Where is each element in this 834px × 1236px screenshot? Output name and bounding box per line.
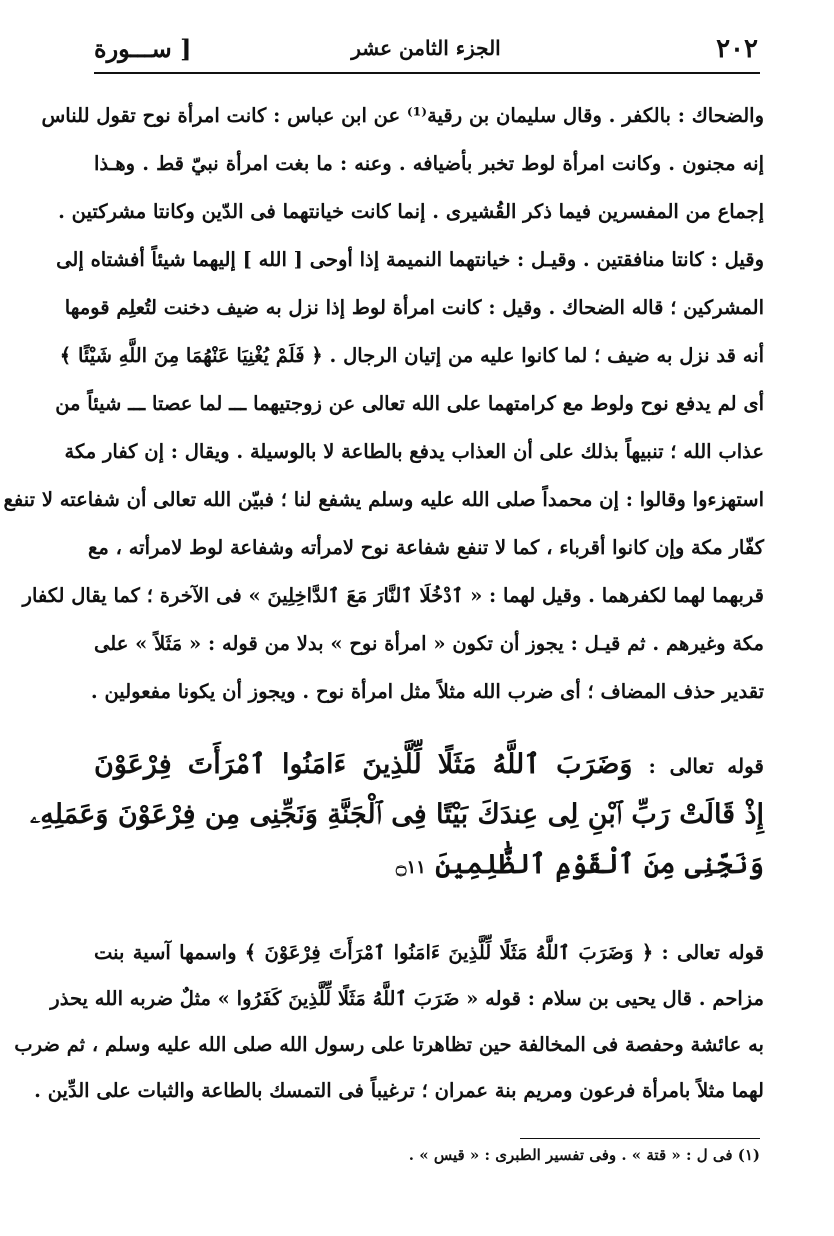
footnote: (١) فى ل : « قتة » . وفى تفسير الطبرى : « قيس » . (408, 1146, 760, 1164)
text-line: وقيل : كانتا منافقتين . وقيـل : خيانتهما النميمة إذا أوحى [ الله ] إليهما شيئاً أفشتاه إلى (56, 248, 764, 271)
text-line: والضحاك : بالكفر . وقال سليمان بن رقية⁽¹⁾ عن ابن عباس : كانت امرأة نوح تقول للناس (41, 104, 764, 127)
quran-verse (30, 740, 764, 890)
commentary-text (14, 930, 764, 1114)
text-line: المشركين ؛ قاله الضحاك . وقيل : كانت امرأة لوط إذا نزل به ضيف دخنت لتُعلِم قومها (64, 296, 764, 319)
verse-text: وَنَجِّنِى مِنَ ٱلْقَوْمِ ٱلظَّٰلِمِينَ (435, 849, 764, 880)
text-line: إنه مجنون . وكانت امرأة لوط تخبر بأضيافه . وعنه : ما بغت امرأة نبيّ قط . وهـذا (94, 152, 764, 175)
verse-text: وَضَرَبَ ٱللَّهُ مَثَلًا لِّلَّذِينَ ءَامَنُوا ٱمْرَأَتَ فِرْعَوْنَ (94, 749, 633, 780)
verse-line (94, 740, 764, 790)
running-title: الجزء الثامن عشر (351, 36, 501, 60)
verse-line (94, 840, 764, 890)
text-line: مزاحم . قال يحيى بن سلام : قوله « ضَرَبَ ٱللَّهُ مَثَلًا لِّلَّذِينَ كَفَرُوا » مثلٌ ضربه الله يحذر (50, 987, 764, 1010)
text-line: مكة وغيرهم . ثم قيـل : يجوز أن تكون « امرأة نوح » بدلا من قوله : « مَثَلاً » على (94, 632, 764, 655)
text-line: قوله تعالى : ﴿ وَضَرَبَ ٱللَّهُ مَثَلًا لِّلَّذِينَ ءَامَنُوا ٱمْرَأَتَ فِرْعَوْنَ ﴾ واسمها آسية بنت (94, 941, 764, 964)
text-line: أنه قد نزل به ضيف ؛ لما كانوا عليه من إتيان الرجال . ﴿ فَلَمْ يُغْنِيَا عَنْهُمَا مِنَ اللَّهِ شَيْئًا ﴾ (59, 344, 764, 367)
body-text (3, 92, 764, 716)
page-number: ٢٠٢ (716, 34, 758, 64)
text-line: تقدير حذف المضاف ؛ أى ضرب الله مثلاً مثل امرأة نوح . ويجوز أن يكونا مفعولين . (90, 680, 764, 703)
verse-line: إِذْ قَالَتْ رَبِّ ٱبْنِ لِى عِندَكَ بَيْتًا فِى ٱلْجَنَّةِ وَنَجِّنِى مِن فِرْعَوْنَ وَعَمَلِهِۦ (30, 799, 764, 830)
ayah-number: ١١ (406, 857, 426, 878)
text-line: استهزءوا وقالوا : إن محمداً صلى الله عليه وسلم يشفع لنا ؛ فبيّن الله تعالى أن شفاعته لا تنفع (3, 488, 764, 511)
footnote-rule (520, 1138, 760, 1139)
text-line: أى لم يدفع نوح ولوط مع كرامتهما على الله تعالى عن زوجتيهما ـــ لما عصتا ـــ شيئاً من (55, 392, 764, 415)
page-header (94, 28, 758, 72)
text-line: إجماع من المفسرين فيما ذكر القُشيرى . إنما كانت خيانتهما فى الدّين وكانتا مشركتين . (58, 200, 764, 223)
text-line: قربهما لهما لكفرهما . وقيل لهما : « ٱدْخُلَا ٱلنَّارَ مَعَ ٱلدَّاخِلِينَ » فى الآخرة ؛ كما يقال لكفار (22, 584, 764, 607)
text-line: به عائشة وحفصة فى المخالفة حين تظاهرتا على رسول الله صلى الله عليه وسلم ، ثم ضرب (14, 1033, 764, 1056)
text-line: لهما مثلاً بامرأة فرعون ومريم بنة عمران ؛ ترغيباً فى التمسك بالطاعة والثبات على الدِّين . (34, 1079, 764, 1102)
verse-intro: قوله تعالى : (648, 754, 764, 778)
text-line: كفّار مكة وإن كانوا أقرباء ، كما لا تنفع شفاعة نوح لامرأته وشفاعة لوط لامرأته ، مع (88, 536, 764, 559)
text-line: عذاب الله ؛ تنبيهاً بذلك على أن العذاب يدفع بالطاعة لا بالوسيلة . ويقال : إن كفار مكة (64, 440, 764, 463)
header-rule (94, 72, 760, 74)
sura-label: [ ســـورة (94, 34, 192, 63)
ayah-number-marker: ۝١١ (395, 857, 426, 878)
